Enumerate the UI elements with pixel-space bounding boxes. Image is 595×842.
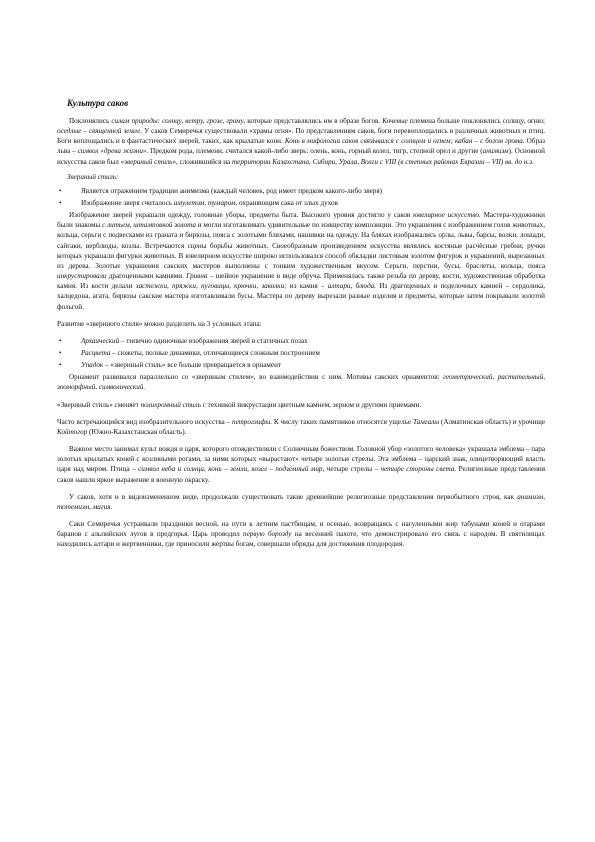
paragraph-petroglyphs: Часто встречающийся вид изобразительного искусства – петроглифы. К числу таких памятников относятся ущелье Тамгалы (Алматинская область) и урочище Койтогор (Южно-Казахстанская область). <box>57 417 545 436</box>
list-item: • Является отражением традиции анимизма (каждый человек, род имеет предком какого-либо зверя) <box>59 186 383 195</box>
paragraph-stages-intro: Развитие «звериного стиля» можно разделить на 3 условных этапа: <box>57 319 262 328</box>
paragraph-religion: Поклонялись силам природы: солнцу, ветру, грозе, грому, которые представлялись им в образе богов. Кочевые племена больше поклонялись солнцу, огню; оседлые – священной земле. У саков Семиречья существовали «храмы огня». По представлениям саков, боги перевоплощались в различных животных и птиц. Боги воплощались и в фантастических зверей, таких, как крылатые кони. Конь в мифологии саков связывался с солнцем и огнем; кабан – с богом грома. Образ льва – символ «древа жизни». Предком рода, племени, считался какой-либо зверь: олень, конь, горный козел, тигр, степной орел и другие (анимизм). Основной искусства саков был «звериный стиль», сложившийся на территории Казахстана, Сибири, Урала, Волги с VIII (в степных районах Евразии – VII) вв. до н.э. <box>57 117 546 166</box>
bullet-icon: • <box>59 186 62 195</box>
paragraph-jewelry: Изображение зверей украшали одежду, головные уборы, предметы быта. Высокого уровня достигло у саков ювелирное искусство. Мастера-художники были знакомы с литьем, штамповкой золота и могли изготавливать удивительные по изяществу композиции. Это украшения с изображением голов животных, кольца, серьги с подвесками из граната и бирюзы, пояса с золотыми бляхами, нашивки на одежду. На бляхах изображались орлы, львы, барсы, волки, лошади, сайгаки, верблюды, козлы. Встречаются сцены борьбы животных. Своеобразным произведением искусства являлись костяные расчёсные гребни, ручки которых украшали фигурки животных. В ювелирном искусстве широко использовался способ обкладки листовым золотом фигурок и украшений, вырезанных из дерева. Золотые украшения сакских мастеров выполнены с тонким художественным вкусом. Серьги, перстни, бусы, браслеты, кольца, пояса инкрустировали драгоценными камнями. Гривна – шейное украшение в виде обруча. Применялась также резьба по дереву, кости, художественная обработка камня. Из кости делали застежки, пряжки, пуговицы, крючки, заколки; из камня – алтари, блюда. Из драгоценных и поделочных камней – сердолика, халцедона, агата, бирюзы сакские мастера изготавливали бусы. Мастера по дереву вырезали разные изделия и предметы, которые затем покрывали золотой фольгой. <box>57 211 546 311</box>
animal-style-list <box>57 186 545 208</box>
bullet-icon: • <box>59 336 62 345</box>
bullet-icon: • <box>59 361 62 370</box>
animal-style-heading: Звериный стиль: <box>67 172 119 181</box>
paragraph-beliefs: У саков, хотя и в видоизмененном виде, продолжали существовать такие древнейшие религиозные представления первобытного строя, как анимизм, тотемизм, магия. <box>57 492 545 511</box>
bullet-icon: • <box>59 348 62 357</box>
list-item: • Архаический – типично одиночные изображения зверей в статичных позах <box>59 336 308 345</box>
paragraph-polychrome: «Звериный стиль» сменяет полихромный стиль с техникой инкрустации цветным камнем, зерном и другими приемами. <box>57 400 422 409</box>
list-item: • Изображение зверя считалось амулетом, тумаром, охраняющим сака от злых духов <box>59 198 338 207</box>
stages-list <box>57 336 545 370</box>
paragraph-festivals: Саки Семиречья устраивали праздники весной, на пути к летним пастбищам, и осенью, возвращаясь с нагуленными жир табунами коней и отарами баранов с альпийских лугов в предгорья. Царь проводил первую борозду на весенней пахоте, что демонстрировало его связь с народом. В святилищах находились алтари и жертвенники, где приносили жертвы богам, совершали обряды для достижения плодородия. <box>57 520 545 549</box>
paragraph-king-cult: Важное место занимал культ вождя и царя, которого отождествляли с Солнечным божеством. Головной убор «золотого человека» украшала эмблема – пара золотых крылатых коней с козлиными рогами, за ними которых «вырастают» четыре золотые стрелы. Эта эмблема – царский знак, олицетворяющий власть царя над миром. Птица – символ неба и солнца, конь – земли, козел – подземный мир, четыре стрелы – четыре стороны света. Религиозные представления саков нашли яркое выражение в военную окраску. <box>57 445 546 484</box>
paragraph-ornament: Орнамент развивался параллельно со «звериным стилем», во взаимодействии с ним. Мотивы сакских орнаментов: геометрический, растительный, зооморфный, символический. <box>57 373 545 392</box>
list-item: • Расцвета – сюжеты, полные динамики, отличающиеся сложным построением <box>59 348 320 357</box>
page-title: Культура саков <box>67 98 129 108</box>
list-item: • Упадок – «звериный стиль» все больше превращается в орнамент <box>59 361 282 370</box>
bullet-icon: • <box>59 198 62 207</box>
